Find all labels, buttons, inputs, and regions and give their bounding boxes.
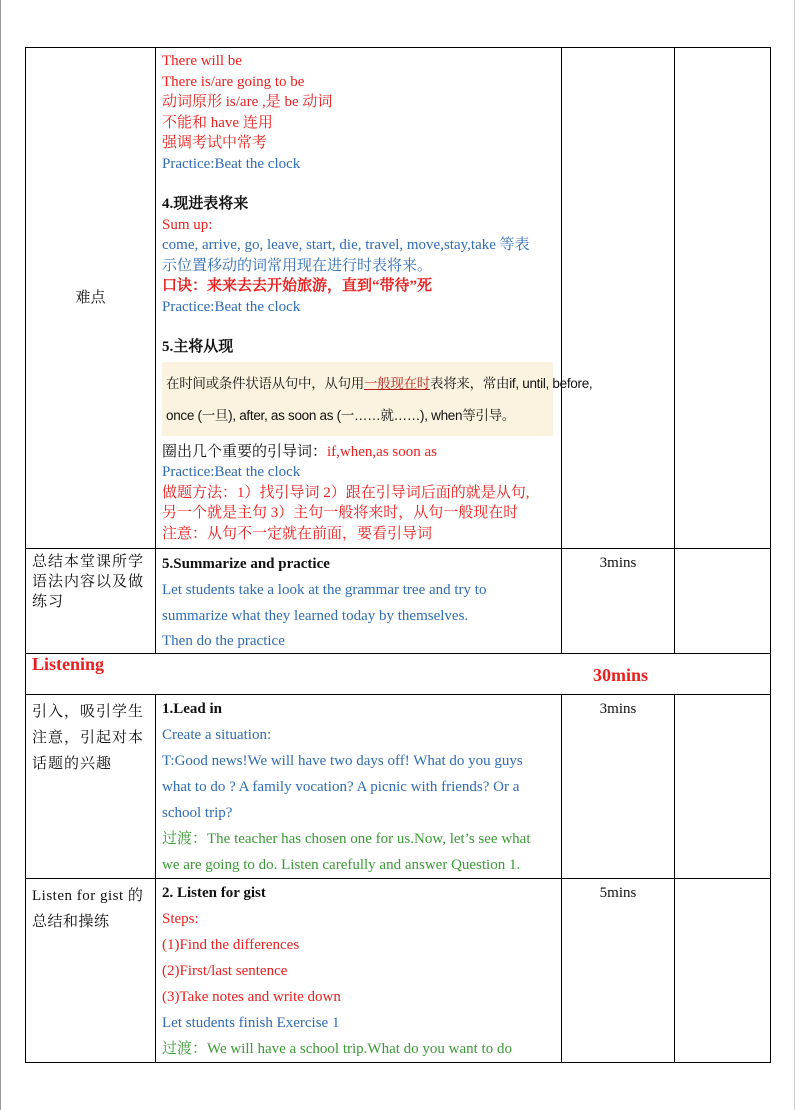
gist-notes-cell — [675, 879, 771, 1063]
lead-in-time-cell — [562, 695, 675, 879]
step-item: (1)Find the differences — [162, 937, 300, 953]
duration: 3mins — [599, 701, 637, 717]
transition-line: we are going to do. Listen carefully and answer Question 1. — [162, 857, 521, 873]
text-line: what to do ? A family vocation? A picnic with friends? Or a — [162, 779, 520, 795]
text-line: come, arrive, go, leave, start, die, travel, move,stay,take 等表 — [162, 237, 530, 253]
text-line: 做题方法：1）找引导词 2）跟在引导词后面的就是从句, — [162, 484, 530, 501]
text-line: 动词原形 is/are ,是 be 动词 — [162, 94, 333, 110]
text-line: 注意：从句不一定就在前面，要看引导词 — [162, 525, 433, 542]
subheading: 4.现进表将来 — [162, 196, 249, 212]
difficulty-content-cell — [156, 48, 593, 549]
text-line: Then do the practice — [162, 633, 285, 649]
difficulty-label: 难点 — [75, 290, 106, 306]
text-line: 另一个就是主句 3）主句一般将来时，从句一般现在时 — [162, 505, 519, 521]
callout-text: 表将来，常由if, until, before, — [430, 375, 593, 391]
gist-label: Listen for gist 的总结和操练 — [32, 888, 144, 930]
summary-row — [26, 549, 771, 654]
duration: 3mins — [599, 555, 637, 571]
summary-content-cell — [156, 549, 562, 654]
summary-label-cell — [26, 549, 156, 654]
text-line: There is/are going to be — [162, 73, 305, 90]
text-line — [156, 442, 561, 463]
page-edge — [0, 0, 1, 1110]
mnemonic-line: 口诀：来来去去开始旅游，直到“带待”死 — [162, 278, 433, 294]
instruction-line: Let students finish Exercise 1 — [162, 1015, 340, 1031]
text-line: T:Good news!We will have two days off! What do you guys — [162, 753, 523, 769]
step-item: (3)Take notes and write down — [162, 989, 341, 1005]
duration: 5mins — [599, 885, 637, 901]
text-line: Create a situation: — [162, 727, 272, 743]
step-title: 2. Listen for gist — [162, 885, 266, 901]
transition-line: 过渡：The teacher has chosen one for us.Now, let’s see what — [162, 831, 531, 847]
difficulty-notes-cell — [675, 48, 771, 549]
text-span: 圈出几个重要的引导词： — [162, 443, 328, 460]
callout-underlined: 一般现在时 — [364, 375, 430, 391]
callout-line — [166, 368, 593, 400]
text-line: 不能和 have 连用 — [162, 114, 273, 131]
rule-callout — [162, 362, 593, 436]
difficulty-row — [26, 48, 771, 549]
lead-in-row — [26, 695, 771, 879]
section-duration: 30mins — [593, 665, 649, 685]
transition-line: 过渡：We will have a school trip.What do you want to do — [162, 1041, 512, 1057]
text-line: school trip? — [162, 805, 233, 821]
summary-label: 总结本堂课所学语法内容以及做练习 — [32, 554, 145, 610]
callout-line: once (一旦), after, as soon as (一……就……), when等引导。 — [166, 407, 515, 423]
text-line: Sum up: — [162, 216, 213, 233]
text-line: summarize what they learned today by themselves. — [162, 608, 469, 624]
steps-label: Steps: — [162, 911, 199, 927]
callout-text: 在时间或条件状语从句中，从句用 — [166, 375, 364, 391]
lead-in-content-cell — [156, 695, 562, 879]
step-item: (2)First/last sentence — [162, 963, 288, 979]
difficulty-time-cell — [562, 48, 675, 549]
lead-in-label: 引入，吸引学生注意，引起对本话题的兴趣 — [32, 704, 145, 772]
keyword-span: if,when,as soon as — [327, 443, 437, 460]
practice-line: Practice:Beat the clock — [162, 464, 301, 480]
text-line: 示位置移动的词常用现在进行时表将来。 — [162, 257, 433, 274]
summary-time-cell — [562, 549, 675, 654]
text-line: Let students take a look at the grammar tree and try to — [162, 582, 487, 598]
gist-label-cell — [26, 879, 156, 1063]
gist-content-cell — [156, 879, 562, 1063]
section-header-row — [26, 654, 771, 695]
subheading: 5.主将从现 — [162, 339, 234, 355]
practice-line: Practice:Beat the clock — [162, 155, 301, 172]
lesson-plan-table — [25, 47, 771, 1063]
summary-notes-cell — [675, 549, 771, 654]
lead-in-notes-cell — [675, 695, 771, 879]
practice-line: Practice:Beat the clock — [162, 298, 301, 315]
section-header-cell — [26, 654, 771, 695]
difficulty-label-cell — [26, 48, 156, 549]
text-line: There will be — [162, 53, 242, 69]
step-title: 1.Lead in — [162, 701, 223, 717]
gist-time-cell — [562, 879, 675, 1063]
section-title: Listening — [32, 654, 105, 674]
lead-in-label-cell — [26, 695, 156, 879]
text-line: 强调考试中常考 — [162, 135, 268, 151]
gist-row — [26, 879, 771, 1063]
step-title: 5.Summarize and practice — [162, 556, 330, 572]
